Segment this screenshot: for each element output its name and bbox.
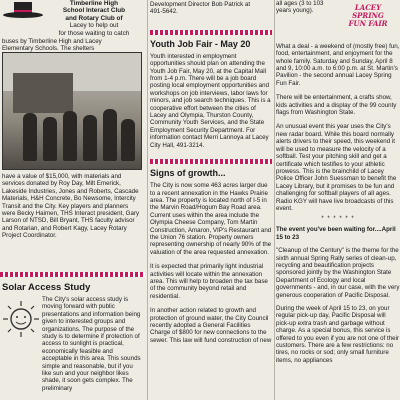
header-tail (2, 38, 143, 52)
header-line: and Rotary Club of (65, 14, 123, 22)
contact-phone: 491-5642. (150, 8, 178, 16)
contact-prefix: Development Director Bob Patrick at (150, 1, 251, 8)
column-right (276, 0, 400, 400)
cleanup-heading: The event you've been waiting for....April 15 to 23 (276, 226, 396, 241)
header-line: Elementary Schools. The shelters (2, 45, 95, 52)
spring-fun-fair-logo (338, 4, 398, 38)
solar-title: Solar Access Study (2, 282, 91, 293)
job-fair-body: Youth interested in employment opportunities should plan on attending the Youth Job Fair, May 20, at the Capital Mall from 1-4 p.m. There will be a job board posting local employment opportunities and workshops on job interviews, labor laws for minors, and job search techniques. This is a cooperative effort between the cities of Lacey and Olympia, Thurston County, Community Youth Services, and the State Employment Security Department. For information contact Merri Lannoya at Lacey City Hall, 491-3214. (150, 52, 271, 149)
fair-audience: all ages (3 to 103 years young). (276, 0, 324, 15)
section-stripe (0, 272, 145, 277)
section-stripe (150, 159, 272, 164)
column-left (0, 0, 145, 400)
job-fair-title: Youth Job Fair - May 20 (150, 38, 251, 49)
sun-icon (2, 300, 40, 338)
growth-body-1: The City is now some 463 acres larger due to a recent annexation in the Hawks Prairie area. The property is located north of I-5 in the Marvin Road/Hogum Bay Road area. Current uses within the area include the Olympia Cheese Company, Tom Martin Construction, Amaron, VIP's Restaurant and the Union 76 station. Property owners representing ownership of nearly 90% of the valuation of the area requested annexation. (150, 182, 272, 256)
fair-body-2: There will be entertainment, a crafts show, kids activities and a display of the 99 county flags from Washington State. (276, 94, 397, 117)
header-line: Timberline High (69, 0, 119, 7)
header-line: buses by Timberline High and Lacey (2, 38, 102, 45)
section-stripe (150, 30, 272, 35)
fair-body-1: What a deal - a weekend of (mostly free) fun, food, entertainment, and enjoyment for the whole family. Saturday and Sunday, April 8 and 9, 10:00 a.m. to 6:00 p.m. at St. Martin's Pavilion - the second annual Lacey Spring Fun Fair. (276, 42, 400, 87)
column-middle (150, 0, 272, 400)
header-line: Lacey to help out (69, 22, 119, 30)
growth-body-3: In another action related to growth and protection of ground water, the City Council recently adopted a General Facilities Charge of $800 for new connections to the sewer. This law will fund construction of new (150, 307, 272, 344)
solar-article-body: The City's solar access study is moving forward with public presentations and information being given to interested groups and organizations. The purpose of the study is to determine if protection of access to sunlight is practical, economically feasible and acceptable in this area. This sounds simple and reasonable, but if you like sun and your neighbor likes shade, it soon gets complex. The preliminary (42, 296, 141, 392)
section-separator: * * * * * * (321, 216, 355, 223)
fair-body-3: An unusual event this year uses the City's new radar board. While this board normally alerts drivers to their speed, this weekend it will be used to measure the velocity of a softball. Test your pitching skill and get a certificate which testifies to your athletic prowess. This is the brainchild of Lacey Police Officer John Suessman to benefit the Lacey Library, but it promises to be fun and challenging for softball players of all ages. Radio KGY will have live broadcasts of this event. (276, 123, 397, 212)
header-block (45, 0, 143, 37)
growth-title: Signs of growth... (150, 168, 226, 179)
header-line: for those waiting to catch (58, 29, 130, 37)
shelter-article-body: have a value of $15,000, with materials and services donated by Roy Day, Milt Emerick, Lakeside Industries, Jones and Roberts, Cascade Materials, H&H Concrete, Bo Newsome, Intercity Transit and the City. Key players and planners were Becky Haimen, THS Interact president, Gary Larson of NTSD, Bill Bryant, THS faculty advisor and Rotarian, and Robert Kagy, Lacey Rotary Project Coordinator. (2, 173, 140, 240)
cleanup-body-1: "Cleanup of the Century" is the theme for the sixth annual Spring Rally series of clean-up, recycling and beautification projects sponsored jointly by the Washington State Department of Ecology and local governments - and, in our case, with the very generous cooperation of Pacific Disposal. (276, 247, 400, 299)
logo-line: LACEY (354, 3, 382, 12)
logo-line: FUN FAIR (348, 19, 388, 28)
logo-line: SPRING (352, 11, 384, 20)
top-hat-icon (2, 0, 44, 18)
bus-shelter-photo (2, 52, 142, 170)
growth-body-2: It is expected that primarily light industrial activities will locate within the annexation area. This will help to broaden the tax base of the community beyond retail and residential. (150, 263, 268, 300)
header-line: School Interact Club (62, 7, 126, 15)
cleanup-body-2: During the week of April 15 to 23, on your regular pick-up day, Pacific Disposal will pick-up extra trash and garbage without charge. As a special bonus, this service is offered to you even if you are not one of their customers. There are a few restrictions: no tires, no rocks or sod; only small furniture items, no appliances (276, 305, 400, 364)
